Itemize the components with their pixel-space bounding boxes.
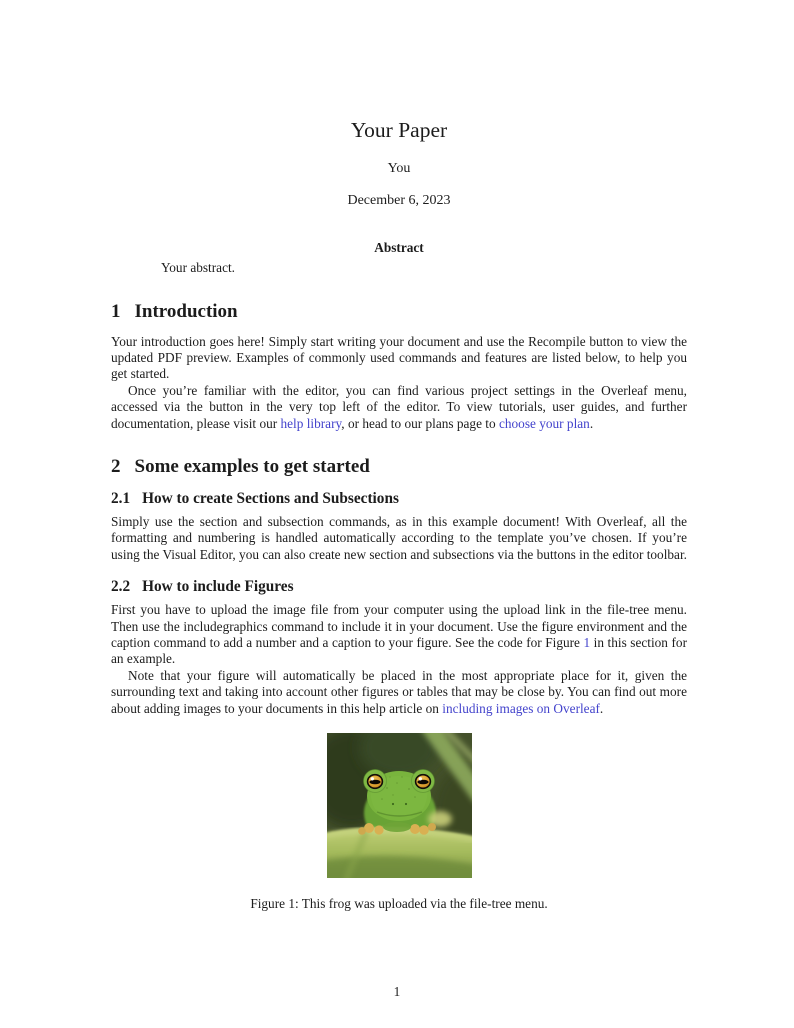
frog-photo-image (327, 733, 472, 878)
page-number: 1 (393, 984, 401, 999)
subsection-number: 2.2 (111, 578, 131, 596)
document-content (111, 0, 687, 912)
figure-caption: Figure 1: This frog was uploaded via the file-tree menu. (250, 896, 548, 912)
paragraph-text: Your introduction goes here! Simply start writing your document and use the Recompile button to view the updated PDF preview. Examples of commonly used commands and features are listed below, to help you get started. (111, 333, 687, 382)
section-title: Some examples to get started (134, 455, 370, 477)
section-number: 2 (111, 455, 121, 477)
paragraph-text: Note that your figure will automatically be placed in the most appropriate place for it, given the surrounding text and taking into account other figures or tables that may be close by. You can find out more about adding images to your documents in this help article on (111, 667, 687, 716)
paragraph (111, 668, 687, 717)
subsection-number: 2.1 (111, 489, 131, 507)
paragraph-text: Simply use the section and subsection commands, as in this example document! With Overleaf, all the formatting and numbering is handled automatically according to the template you’ve chosen. If you’re using the Visual Editor, you can also create new section and subsections via the buttons in the editor toolbar. (111, 513, 687, 562)
paragraph-text: , or head to our plans page to (341, 415, 499, 431)
paragraph-text: in this section for an example. (111, 635, 687, 667)
subsection-title: How to create Sections and Subsections (142, 489, 399, 507)
section-number: 1 (111, 300, 121, 322)
title-block (111, 0, 687, 209)
figure-1-ref-link[interactable]: 1 (583, 635, 591, 651)
help-library-link[interactable]: help library (280, 415, 342, 431)
paragraph (111, 602, 687, 668)
paragraph (111, 383, 687, 432)
date-line: December 6, 2023 (347, 192, 451, 208)
including-images-link[interactable]: including images on Overleaf (442, 700, 600, 716)
section-title: Introduction (134, 300, 238, 322)
subsection-title: How to include Figures (142, 578, 294, 596)
paragraph (111, 514, 687, 563)
figure-block (111, 733, 687, 912)
paragraph-text: . (589, 415, 594, 431)
paragraph-text: First you have to upload the image file from your computer using the upload link in the file-tree menu. Then use the includegraphics command to include it in your document. Use the figure environment and the caption command to add a number and a caption to your figure. See the code for Figure (111, 602, 687, 651)
section-heading-examples (111, 456, 687, 479)
page-title: Your Paper (350, 118, 448, 142)
paragraph (111, 334, 687, 383)
subsection-heading-figures (111, 577, 687, 596)
paragraph-text: . (599, 700, 604, 716)
abstract-text: Your abstract. (161, 260, 235, 276)
paragraph-text: Once you’re familiar with the editor, you can find various project settings in the Overleaf menu, accessed via the button in the very top left of the editor. To view tutorials, user guides, and further documentation, please visit our (111, 382, 687, 431)
choose-your-plan-link[interactable]: choose your plan (498, 415, 590, 431)
abstract-heading: Abstract (374, 240, 424, 256)
subsection-heading-sections (111, 489, 687, 508)
author-line: You (387, 160, 411, 176)
section-heading-introduction (111, 301, 687, 324)
